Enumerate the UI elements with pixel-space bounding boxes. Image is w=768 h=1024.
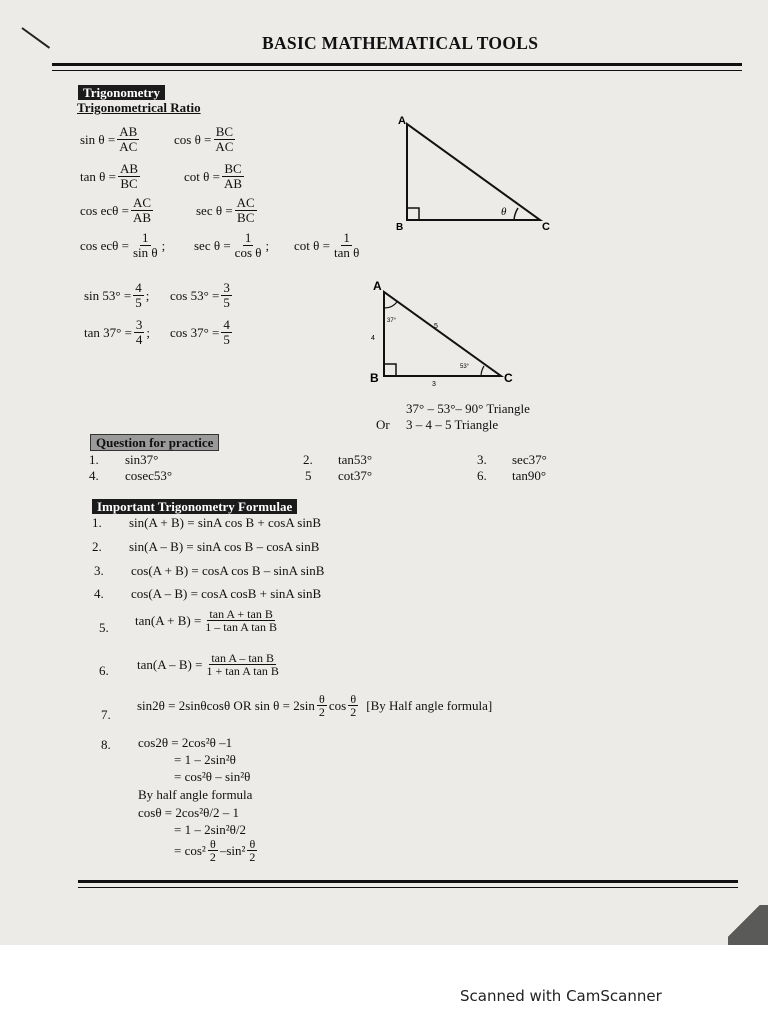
- special-cos37: cos 37° = $\frac{4}{5}$: [170, 317, 230, 347]
- formula-num: 4.: [94, 586, 104, 601]
- formula-tan-sum: tan(A + B) = $\frac{\text{tan A + tan B}}{\text{1 – tan A tan B}}$: [135, 607, 277, 634]
- triangle-caption-line1: 37° – 53°– 90° Triangle: [406, 401, 530, 416]
- formula-cos-diff: cos(A – B) = cosA cosB + sinA sinB: [131, 586, 322, 601]
- triangle-37-53-90-diagram: [368, 278, 528, 390]
- formula-sin-diff: sin(A – B) = sinA cos B – cosA sinB: [129, 539, 320, 554]
- reciprocal-cosec: cos ecθ = $\frac{1}{\text{sin θ}}$ ;: [80, 230, 166, 260]
- formula-half-angle-2: = 1 – 2sin²θ/2: [174, 822, 246, 837]
- practice-num: 3.: [477, 452, 487, 467]
- vertex-label-c: C: [504, 371, 513, 385]
- half-angle-heading: By half angle formula: [138, 787, 253, 802]
- triangle-caption-or: Or: [376, 417, 390, 432]
- header-rule-thin: [52, 70, 742, 71]
- formula-num: 8.: [101, 737, 111, 752]
- special-tan37: tan 37° = $\frac{3}{4}$ ;: [84, 317, 151, 347]
- page-fold-shadow: [728, 905, 768, 945]
- footer-rule: [78, 880, 738, 883]
- pen-mark: [21, 27, 50, 49]
- practice-item: tan90°: [512, 468, 547, 483]
- practice-num: 2.: [303, 452, 313, 467]
- practice-num: 1.: [89, 452, 99, 467]
- ratio-sin: sin θ = $\frac{AB}{AC}$: [80, 124, 138, 154]
- ratio-tan: tan θ = $\frac{AB}{BC}$: [80, 161, 139, 191]
- vertex-label-b: B: [370, 371, 379, 385]
- vertex-label-c: C: [542, 221, 550, 233]
- angle-label-theta: θ: [501, 206, 507, 218]
- right-triangle-diagram: [390, 112, 560, 237]
- ratio-cos: cos θ = $\frac{BC}{AC}$: [174, 124, 234, 154]
- formula-half-angle-1: cosθ = 2cos²θ/2 – 1: [138, 805, 239, 820]
- practice-item: cot37°: [338, 468, 373, 483]
- header-rule: [52, 63, 742, 66]
- section-tag-trigonometry: Trigonometry: [78, 85, 165, 100]
- triangle-caption-line2: 3 – 4 – 5 Triangle: [406, 417, 499, 432]
- practice-num: 5: [305, 468, 312, 483]
- footer-rule-thin: [78, 887, 738, 888]
- vertex-label-b: B: [396, 222, 404, 233]
- angle-label-53: 53°: [460, 364, 470, 370]
- formula-cos-sum: cos(A + B) = cosA cos B – sinA sinB: [131, 563, 325, 578]
- practice-item: tan53°: [338, 452, 373, 467]
- formula-half-angle-3: = cos² $\frac{\theta}{2}$ –sin² $\frac{\theta}{2}$: [174, 837, 256, 864]
- practice-item: cosec53°: [125, 468, 173, 483]
- ratio-cot: cot θ = $\frac{BC}{AB}$: [184, 161, 243, 191]
- side-label-bc: 3: [432, 381, 436, 388]
- vertex-label-a: A: [398, 115, 406, 127]
- special-sin53: sin 53° = $\frac{4}{5}$ ;: [84, 280, 150, 310]
- practice-num: 4.: [89, 468, 99, 483]
- reciprocal-cot: cot θ = $\frac{1}{\text{tan θ}}$: [294, 230, 360, 260]
- formula-cos-double: cos2θ = 2cos²θ –1: [138, 735, 233, 750]
- angle-label-37: 37°: [387, 318, 397, 324]
- ratio-cosec: cos ecθ = $\frac{AC}{AB}$: [80, 195, 151, 225]
- formula-tan-diff: tan(A – B) = $\frac{\text{tan A – tan B}}{\text{1 + tan A tan B}}$: [137, 651, 279, 678]
- side-label-ab: 4: [371, 335, 375, 342]
- section-tag-formulae: Important Trigonometry Formulae: [92, 499, 297, 514]
- formula-num: 5.: [99, 620, 109, 635]
- practice-num: 6.: [477, 468, 487, 483]
- ratio-sec: sec θ = $\frac{AC}{BC}$: [196, 195, 255, 225]
- formula-num: 7.: [101, 707, 111, 722]
- side-label-ac: 5: [434, 323, 438, 330]
- special-cos53: cos 53° = $\frac{3}{5}$: [170, 280, 230, 310]
- page-title: BASIC MATHEMATICAL TOOLS: [262, 33, 539, 53]
- formula-sin-double: sin2θ = 2sinθcosθ OR sin θ = 2sin $\frac{\theta}{2}$ cos $\frac{\theta}{2}$ [By Half angle formula]: [137, 692, 493, 719]
- scanner-watermark: Scanned with CamScanner: [460, 987, 662, 1005]
- formula-cos-double-3: = cos²θ – sin²θ: [174, 769, 251, 784]
- section-tag-practice: Question for practice: [90, 434, 219, 451]
- formula-num: 3.: [94, 563, 104, 578]
- subheading-trig-ratio: Trigonometrical Ratio: [77, 100, 201, 115]
- formula-num: 2.: [92, 539, 102, 554]
- formula-cos-double-2: = 1 – 2sin²θ: [174, 752, 236, 767]
- practice-item: sin37°: [125, 452, 159, 467]
- practice-item: sec37°: [512, 452, 547, 467]
- formula-sin-sum: sin(A + B) = sinA cos B + cosA sinB: [129, 515, 322, 530]
- reciprocal-sec: sec θ = $\frac{1}{\text{cos θ}}$ ;: [194, 230, 270, 260]
- vertex-label-a: A: [373, 279, 382, 293]
- formula-num: 1.: [92, 515, 102, 530]
- formula-num: 6.: [99, 663, 109, 678]
